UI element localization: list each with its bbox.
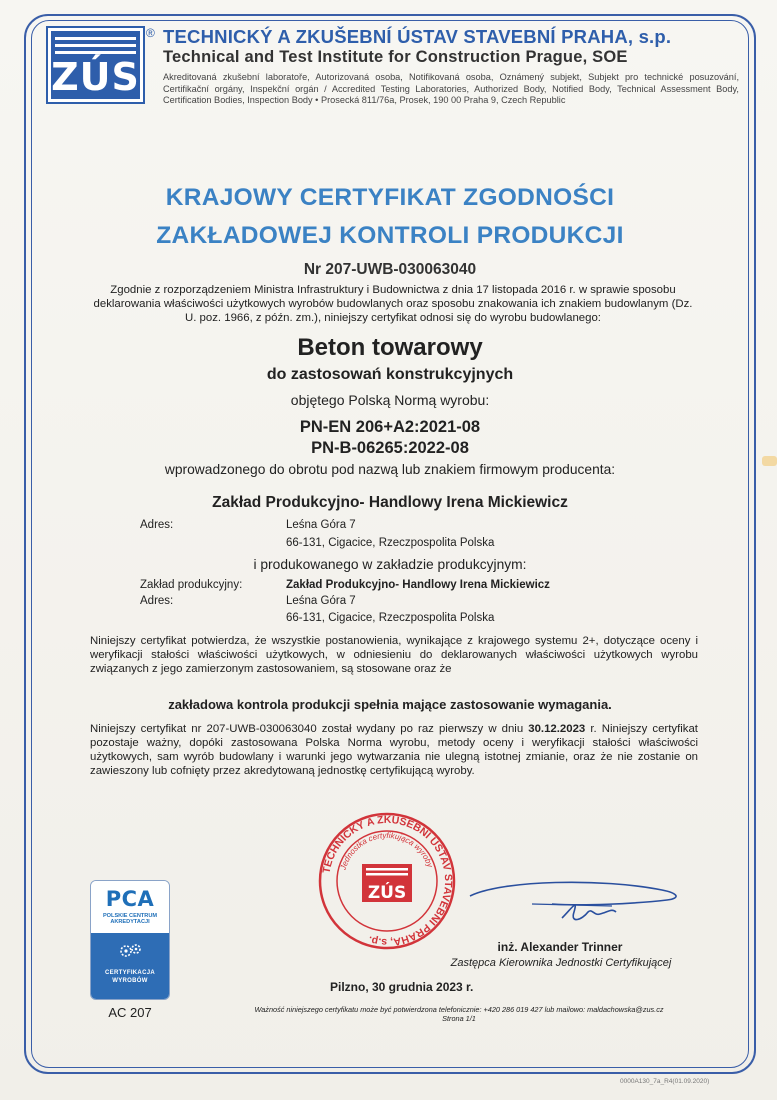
stamp-center-text: ZÚS — [367, 883, 407, 903]
official-stamp — [318, 812, 456, 950]
confirmation-paragraph: Niniejszy certyfikat potwierdza, że wszystkie postanowienia, wynikające z krajowego systemu 2+, dotyczące oceny i weryfikacji stałości właściwości użytkowych, w odniesieniu do deklarowanych właściwości użytkowych wyrobu związanych z jego zamierzonym zastosowaniem, są stosowane oraz że — [90, 635, 698, 675]
accreditation-code: AC 207 — [108, 1005, 152, 1020]
produced-in-text: i produkowanego w zakładzie produkcyjnym: — [253, 557, 527, 572]
certificate-title-line1: KRAJOWY CERTYFIKAT ZGODNOŚCI — [165, 184, 615, 211]
paper-marker — [762, 456, 777, 466]
handwritten-signature — [462, 868, 692, 940]
norm-2: PN-B-06265:2022-08 — [311, 439, 469, 457]
institute-name-en: Technical and Test Institute for Construction Prague, SOE — [163, 48, 628, 66]
zus-logo — [48, 28, 143, 102]
plant-name: Zakład Produkcyjno- Handlowy Irena Mickiewicz — [286, 579, 550, 591]
intro-paragraph: Zgodnie z rozporządzeniem Ministra Infrastruktury i Budownictwa z dnia 17 listopada 2016 r. w sprawie sposobu deklarowania właściwości użytkowych wyrobów budowlanych oraz sposobu znakowania ich znakiem budowlanym (Dz. U. poz. 1966, z późn. zm.), niniejszy certyfikat odnosi się do wyrobu budowlanego: — [93, 284, 693, 324]
page-info: Strona 1/1 — [442, 1014, 476, 1023]
cog-icon — [117, 941, 145, 961]
institute-name-cz: TECHNICKÝ A ZKUŠEBNÍ ÚSTAV STAVEBNÍ PRAHA, s.p. — [163, 26, 672, 47]
plant-address-label: Adres: — [140, 595, 174, 607]
issue-date: 30.12.2023 — [528, 723, 586, 735]
pca-subtitle: POLSKIE CENTRUM AKREDYTACJI — [102, 913, 158, 926]
stamp-inner-text: Jednostka certyfikująca wyroby — [338, 830, 435, 871]
manufacturer-name: Zakład Produkcyjno- Handlowy Irena Mickiewicz — [212, 494, 568, 511]
covered-by-text: objętego Polską Normą wyrobu: — [290, 392, 490, 408]
pca-accreditation-badge — [90, 880, 170, 1000]
logo-text: ZÚS — [51, 55, 140, 99]
certificate-number: Nr 207-UWB-030063040 — [303, 261, 477, 278]
signer-role: Zastępca Kierownika Jednostki Certyfikującej — [450, 957, 672, 969]
product-usage: do zastosowań konstrukcyjnych — [266, 366, 514, 383]
product-name: Beton towarowy — [297, 334, 483, 361]
signer-name: inż. Alexander Trinner — [497, 940, 623, 954]
certificate-title-line2: ZAKŁADOWEJ KONTROLI PRODUKCJI — [156, 222, 624, 249]
address-line2: 66-131, Cigacice, Rzeczpospolita Polska — [286, 537, 495, 549]
issuance-paragraph: Niniejszy certyfikat nr 207-UWB-030063040 został wydany po raz pierwszy w dniu 30.12.2023 r. Niniejszy certyfikat pozostaje ważny, dopóki zastosowana Polska Norma wyrobu, metody oceny i weryfikacji stałości właściwości użytkowych, sam wyrób budowlany i warunki jego wytwarzania nie ulegną istotnej zmianie, oraz że nie zostanie on zawieszony lub cofnięty przez akredytowaną jednostkę certyfikującą wyroby. — [90, 723, 698, 777]
accreditation-text: Akreditovaná zkušební laboratoře, Autorizovaná osoba, Notifikovaná osoba, Oznámený subjekt, Subjekt pro technické posuzování, Certifikační orgány, Inspekční orgán / Accredited Testing Laboratories, Authorized Body, Notified Body, Technical Assessment Body, Certification Bodies, Inspection Body • Prosecká 811/76a, Prosek, 190 00 Praha 9, Czech Republic — [163, 72, 739, 105]
plant-label: Zakład produkcyjny: — [140, 579, 243, 591]
plant-address-line1: Leśna Góra 7 — [286, 595, 356, 607]
address-label: Adres: — [140, 519, 174, 531]
registered-mark: ® — [146, 26, 155, 40]
validity-note: Ważność niniejszego certyfikatu może być potwierdzona telefonicznie: +420 286 019 427 lub mailowo: maldachowska@zus.cz Strona 1/1 — [224, 1005, 694, 1023]
conclusion-text: zakładowa kontrola produkcji spełnia mające zastosowanie wymagania. — [168, 697, 612, 712]
marketed-under-text: wprowadzonego do obrotu pod nazwą lub znakiem firmowym producenta: — [164, 462, 616, 477]
pca-certification-label: CERTYFIKACJA WYROBÓW — [105, 970, 155, 984]
address-line1: Leśna Góra 7 — [286, 519, 356, 531]
norm-1: PN-EN 206+A2:2021-08 — [299, 418, 481, 436]
form-code: 0000A130_7a_R4(01.09.2020) — [620, 1078, 710, 1085]
place-and-date: Pilzno, 30 grudnia 2023 r. — [330, 980, 474, 994]
plant-address-line2: 66-131, Cigacice, Rzeczpospolita Polska — [286, 612, 495, 624]
pca-logo-text: PCA — [105, 887, 155, 911]
stamp-outer-text: TECHNICKÝ A ZKUŠEBNÍ ÚSTAV STAVEBNÍ PRAHA, s.p. — [320, 813, 455, 949]
